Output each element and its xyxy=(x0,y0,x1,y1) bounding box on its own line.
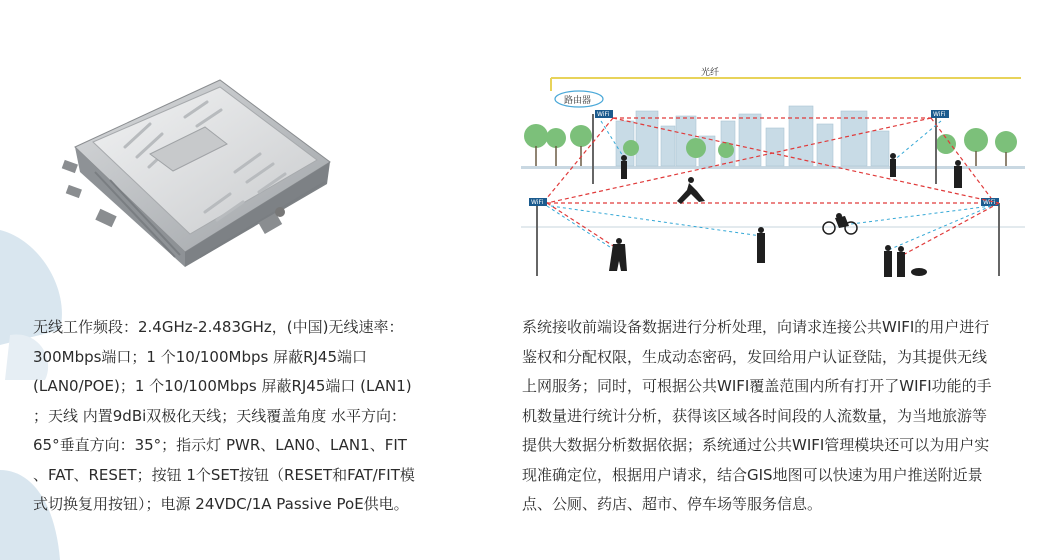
spec-line: 无线工作频段：2.4GHz-2.483GHz，(中国)无线速率： xyxy=(33,318,404,336)
spec-line: ；天线 内置9dBi双极化天线；天线覆盖角度 水平方向： xyxy=(33,406,407,425)
router-label: 路由器 xyxy=(564,96,592,106)
svg-text:WiFi: WiFi xyxy=(983,199,996,206)
wifi-network-diagram xyxy=(521,66,1025,283)
spec-line: 65°垂直方向：35°；指示灯 PWR、LAN0、LAN1、FIT xyxy=(33,436,407,454)
spec-line: 300Mbps端口；1 个10/100Mbps 屏蔽RJ45端口 xyxy=(33,347,368,366)
system-description-paragraph xyxy=(522,313,1034,520)
description-line: 现准确定位，根据用户请求，结合GIS地图可以快速为用户推送附近景 xyxy=(522,465,983,484)
svg-text:WiFi: WiFi xyxy=(597,111,610,118)
description-line: 上网服务；同时，可根据公共WIFI覆盖范围内所有打开了WIFI功能的手 xyxy=(522,377,992,395)
description-line: 机数量进行统计分析，获得该区域各时间段的人流数量，为当地旅游等 xyxy=(522,406,988,425)
description-line: 点、公厕、药店、超市、停车场等服务信息。 xyxy=(522,495,823,513)
spec-line: (LAN0/POE)；1 个10/100Mbps 屏蔽RJ45端口 (LAN1) xyxy=(33,377,412,395)
spec-line: 式切换复用按钮）；电源 24VDC/1A Passive PoE供电。 xyxy=(33,495,409,513)
product-spec-paragraph xyxy=(33,313,443,520)
svg-text:WiFi: WiFi xyxy=(933,111,946,118)
spec-line: 、FAT、RESET；按钮 1个SET按钮（RESET和FAT/FIT模 xyxy=(33,465,415,484)
access-point-product-image xyxy=(55,62,345,282)
fiber-label: 光纤 xyxy=(701,68,720,78)
description-line: 鉴权和分配权限，生成动态密码，发回给用户认证登陆，为其提供无线 xyxy=(522,347,988,366)
description-line: 系统接收前端设备数据进行分析处理，向请求连接公共WIFI的用户进行 xyxy=(522,318,990,336)
svg-text:WiFi: WiFi xyxy=(531,199,544,206)
description-line: 提供大数据分析数据依据；系统通过公共WIFI管理模块还可以为用户实 xyxy=(522,436,990,454)
